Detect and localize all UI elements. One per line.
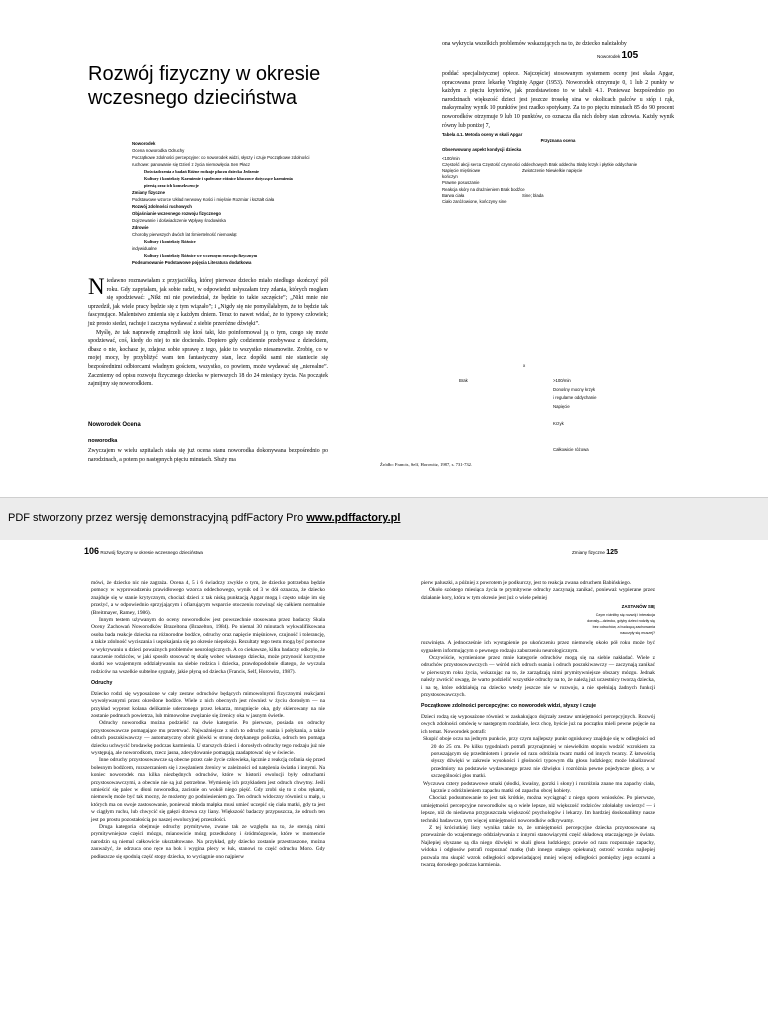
table-cell — [553, 429, 643, 438]
running-header-label: Noworodek — [597, 54, 621, 59]
table-cell: Napięcie mięśniowe — [442, 168, 481, 174]
table-cell: Reakcja skóry na drażnieniem Brak bodźce — [442, 186, 525, 192]
banner-text: PDF stworzony przez wersję demonstracyjną pdfFactory Pro — [8, 512, 307, 524]
right-column — [421, 580, 655, 869]
intro-paragraph-1: iedawno rozmawiałam z przyjaciółką, której pierwsze dziecko miało niedługo skończyć pół roku. Gdy zapytałam, jak sobie radzi, w odpowiedzi usłyszałam trzy zdania, których mogłam się spodziewać: „Nikt mi nie powiedział, że będzie to takie szczęście”; „Nikt mnie nie uprzedził, jak wiele pracy będzie się z tym wiązało”; i „Nigdy się nie pomyślałabym, że to będzie tak fascynujące. Malentstwo zmienia się z każdym dniem. Teraz to nawet widać, że to typowy człowiek; już prosto siedzi, rachuje i zaczyna wydawać z siebie przeróżne dźwięki”. — [88, 278, 328, 327]
body-paragraph: Zwyczajem w wielu szpitalach stała się już ocena stanu noworodka dokonywana bezpośrednio po narodzinach, a potem po następnych pięciu minutach. Służy ma — [88, 448, 328, 463]
outline-item: Początkowe zdolności percepcyjne: co noworodek widzi, słyszy i czuje Początkowe zdolności — [132, 155, 310, 160]
table-cell: <100/min — [442, 155, 460, 161]
outline-item: Kultury i konteksty Karmienie i społeczne różnice kluczowe dotyczące karmienia — [144, 176, 293, 181]
outline-item: Objaśnianie wczesnego rozwoju fizycznego — [132, 211, 222, 216]
paragraph: Około szóstego miesiąca życia te prymitywne odruchy zaczynają zanikać, ponieważ wypierane przez działanie kory, która w tym okresie jest już o wiele pełniej — [421, 587, 655, 601]
pdffactory-banner — [8, 512, 400, 524]
outline-item: Kultury i konteksty Różnice — [144, 239, 196, 244]
apgar-table — [442, 132, 674, 205]
table-column-b — [553, 377, 643, 454]
table-cell: Całkowicie różowa — [553, 446, 589, 452]
outline-item: Podstawowe wzorce Układ nerwowy Kości i mięśnie Rozmiar i kształt ciała — [132, 197, 275, 202]
outline-item: Kultury i konteksty Różnice we wczesnym rozwoju fizycznym — [144, 253, 258, 258]
chapter-outline — [132, 140, 332, 266]
outline-item: Dojrzewanie i doświadczenie Wpływy środowiska — [132, 218, 226, 223]
table-header-points: Przyznana ocena — [540, 138, 576, 144]
left-running-header — [84, 546, 203, 556]
paragraph: Innym testem używanym do oceny noworodków jest powszechnie stosowana przez badaczy Skala Oceny Zachowań Noworodków Brazeltona (Brazelton, 1984). Po niemal 30 minutach wykwalifikowana osoba bada reakcje dziecka na różnorodne bodźce, odruchy oraz napięcie mięśniowe, czujność i tolerancję, a także zdolność wyciszania i uspokajania się po okresie niepokoju. Rezultaty tego testu mogą być pomocne w wykrywaniu u dzieci poważnych problemów neurologicznych. A co ciekawsze, kilku badaczy odkryło, że nauczenie rodziców, w jaki sposób stosować tę skalę wobec własnego dziecka, może przynosić korzystne skutki we wzajemnym oddziaływaniu na siebie rodzica i dziecka, prawdopodobnie dlatego, że wyczula rodziców na wszelkie subtelne sygnały, jakie płyną od dziecka (Francis, Self, Horowitz, 1987). — [91, 617, 325, 675]
paragraph: Odruchy noworodka można podzielić na dwie kategorie. Po pierwsze, posiada on odruchy przystosowawcze pomagające mu przetrwać. Najważniejsze z nich to odruchy ssania i połykania, a także odruch poszukiwawczy — automatyczny obrót główki w stronę dotykanego policzka, odruch ten pomaga dziecku uchwycić brodawkę podczas karmienia. U starszych dzieci i dorosłych odruchy tego rodzaju już nie występują, ale noworodkom, rzecz jasna, zdecydowanie pomagają zaadaptować się w świecie. — [91, 720, 325, 756]
paragraph: mówi, że dziecko nic nie zagraża. Ocena 4, 5 i 6 świadczy zwykle o tym, że dziecko potrzebna będzie pomocy w wyprowadzeniu prawidłowego wzorca oddechowego, wynik od 3 w dół oznacza, że dziecko znajduje się w stanie krytycznym, chociaż dzieci z tak niską punktacją Apgar mogą i często udaje im się przeżyć, a w odpowiednio sprzyjającym i ofiarującym wsparcie otoczeniu rozwinąć się całkiem normalnie (Breitmayer, Ramey, 1986). — [91, 580, 325, 616]
table-cell: Ciało zaróżowione, kończyny sine — [442, 199, 507, 205]
right-page-number: 125 — [606, 549, 618, 556]
sidebar-line: dorosły—dziecko, gdyby dzieci rodziły się — [587, 619, 655, 624]
pdffactory-link[interactable]: www.pdffactory.pl — [306, 512, 401, 524]
sidebar-line: bez odruchów, a budzącą zachowania — [592, 625, 655, 630]
sidebar-line: Czym różniłby się rozwój i interakcja — [595, 613, 655, 618]
outline-item: piersią oraz ich konsekwencje — [144, 183, 199, 188]
outline-item: Noworodek — [132, 141, 156, 146]
table-row — [442, 199, 674, 205]
outline-item: ruchowe: panowanie się Dzień z życia niemowlęcia Sen Płacz — [132, 162, 250, 167]
table-cell — [553, 437, 643, 446]
table-cell: Brak — [459, 378, 468, 383]
outline-item: Podsumowanie Podstawowe pojęcia Literatura dodatkowa — [132, 260, 252, 265]
chapter-title: Rozwój fizyczny w okresie wczesnego dzieciństwa — [88, 63, 321, 109]
continued-text: ona wykrycia wszelkich problemów wskazujących na to, że dziecko należałoby — [442, 41, 627, 47]
table-caption: Tabela 4.1. Metoda oceny w skali Apgar — [442, 132, 523, 137]
list-item: Wyczuwa cztery podstawowe smaki (słodki, kwaśny, gorzki i słony) i rozróżnia znane mu zapachy ciała, łącznie z odróżnieniem zapachu matki od zapachu obcej kobiety. — [423, 780, 655, 794]
outline-item: indywidualne — [132, 246, 157, 251]
table-cell: Donośny mocny krzyk — [553, 386, 596, 392]
drop-cap: N — [88, 274, 105, 299]
page-number: 105 — [621, 50, 639, 61]
intro-paragraph-2: Myślę, że tak naprawdę zmądrzeli się ktoś taki, kto poinformował ją o tym, czego się może spodziewać, coś, kiedy do niej to nie docierało. Dopiero gdy codziennie przebywasz z dzieckiem, dbasz o nie, kochasz je, zdajesz sobie sprawę z tego, jakie to wszystko niesamowite. Zrobię, co w mojej mocy, by przybliżyć wam ten fantastyczny stan, lecz dopóki sami nie staniecie się bezpośrednimi odbiorcami władnym gościem, wszystko, co powiem, może wydawać się „nierealne”. Zaczniemy od opisu rozwoju fizycznego dziecka w pierwszych 18 do 24 miesiący życia. Na początek zajmijmy się noworodkiem. — [88, 329, 328, 388]
section-heading-reflexes: Odruchy — [91, 680, 113, 687]
paragraph: Chociaż podsumowanie to jest tak krótkie, można wyciągnąć z niego sporo wniosków. Po pierwsze, umiejętności percepcyjne noworodków są o wiele lepsze, niż większość rodziców zdołałaby uwierzyć — i lepsze, niż do niedawna przypuszczała większość psychologów i lekarzy. Im bardziej doskonaliłmy nasze techniki badawcze, tym więcej umiejętności noworodków odkrywamy. — [421, 795, 655, 824]
outline-item: Ocena noworodka Odruchy — [132, 148, 185, 153]
table-cell: Barwa ciała — [442, 192, 465, 198]
pdf-page-1 — [0, 0, 768, 497]
apgar-paragraph: poddać specjalistycznej opiece. Najczęściej stosowanym systemem oceny jest skala Apgar, opracowana przez lekarkę Virginię Apgar (1953). Noworodek otrzymuje 0, 1 lub 2 punkty w każdym z pięciu kryteriów, jak przedstawiono to w tabeli 4.1. Poniewaz bezpośrednio po narodzinach większość dzieci jest jeszcze trosekę sina w okolicach palców u stóp i rąk, maksymalny wynik 10 punktów jest rzadko spotykany. Za to po pięciu minutach 85 do 90 procent noworodków otrzymuje 9 lub 10 punktów, co oznacza dla nich dobry stan zdrowia. Każdy wynik równy lub poniżej 7, — [442, 71, 674, 129]
subsection-heading: noworodka — [88, 438, 118, 444]
outline-item: Rozwój zdolności ruchowych — [132, 204, 192, 209]
paragraph: Dziecko rodzi się wyposażone w cały zestaw odruchów będących mimowolnymi fizycznymi reakcjami wywoływanymi przez określone bodźce. Wiele z nich obecnych jest również w życiu dorosłym — na przykład wyprost kolana delikatnie uderzonego przez lekarza, mrugnięcie oka, gdy skierowany na nie zostanie podmuch powietrza, lub mimowolne zwężanie się źrenicy oka w jasnym świetle. — [91, 690, 325, 719]
table-cell: Napięcie — [553, 403, 570, 409]
left-column — [91, 580, 325, 861]
table-column-a — [459, 377, 468, 386]
abilities-list — [421, 736, 655, 795]
paragraph: Dzieci rodzą się wyposażone również w zaskakująco dojrzały zestaw umiejętności percepcyjnych. Rozwój owych zdolności omówię w następnym rozdziale, lecz chcę, byście już na początku mieli pewne pojęcie na ich temat. Noworodek potrafi: — [421, 713, 655, 735]
table-cell: kończyn — [442, 174, 458, 180]
table-cell: Zwiotczenie Niewielkie napięcie — [522, 168, 583, 174]
outline-item: Zmiany fizyczne — [132, 190, 165, 195]
table-cell — [553, 411, 643, 420]
sidebar-title: ZASTANÓW SIĘ — [621, 604, 655, 610]
paragraph: pierw paluszki, a później z powrotem je podkurczy, jest to reakcja zwana odruchem Babińskiego. — [421, 580, 632, 586]
outline-item: Doświadczenia z badań Różne rodzaje płaczu dziecka Jedzenie — [144, 169, 259, 174]
sidebar-text — [549, 612, 655, 636]
table-cell: Częstość akcji serca Częstość czynności oddechowych Brak oddechu Słaby krzyk i płytkie oddychanie — [442, 161, 638, 167]
paragraph: Druga kategoria obejmuje odruchy prymitywne, zwane tak ze względu na to, że sterują nimi prymitywniejsze części mózgu, mianowicie mózg przedłużony i śródmózgowie, które w momencie narodzin są niemal całkowicie ukształtowane. Na przykład, gdy dziecko zostanie przestraszone, można zauważyć, że odrzuca ono ręce na bok i wygina plecy w łuk, stanowi to część odruchu Moro. Gdy podłaszcze się spodnią część stopy dziecka, to wyciągnie ono najpierw — [91, 824, 325, 860]
table-header-aspect: Obserwowany aspekt kondycji dziecka — [442, 147, 522, 153]
table-source-note: Źródło: Francis, Self, Horowitz, 1987, s. 731-732. — [380, 462, 473, 467]
paragraph: Oczywiście, wymienione przez mnie kategorie odruchów mogą się na siebie nakładać. Wiele z odruchów przystosowawczych — wśród nich odruch ssania i odruch poszukiwawczy — zaczynają zanikać w pierwszym roku życia, wskazując na to, że zarządzają nimi prymitywniejsze obszary mózgu. Jednak należy zwrócić uwagę, że warto podzielić wszystkie odruchy na to, że należą już uczestnicy tworzą dziecka, i na tę, które oddziałują na dziecko wtedy jeszcze nie w rozwoju, a nie spełniają żadnych funkcji przystosowawczych. — [421, 655, 655, 699]
left-header-title: Rozwój fizyczny w okresie wczesnego dzieciństwa — [100, 550, 203, 555]
think-about-it-box — [549, 604, 655, 636]
right-running-header — [572, 549, 618, 556]
right-header-title: Zmiany fizyczne — [572, 550, 605, 555]
list-item: Skupić oboje oczu na jednym punkcie, przy czym najlepszy punkt ogniskowy znajduje się w odległości od 20 do 25 cm. Po kilku tygodniach potrafi przynajmniej w niewielkim stopniu wodzić wzrokiem za poruszającym się przedmiotem i prawie od razu odróżnia twarz matki od innych twarzy. Z łatwością słyszy dźwięki w zakresie wysokości i głośności typowym dla głosu ludzkiego; może lokalizować przedmioty na podstawie wydawanego przez nie dźwięku i rozróżnia pewne pojedyncze głosy, a w szczególności głos matki. — [423, 736, 655, 780]
outline-item: Choroby pierwszych dwóch lat Śmiertelność niemowląt — [132, 232, 237, 237]
table-cell: >100/min — [553, 378, 571, 383]
paragraph: Z tej króciutkiej listy wynika także to, że umiejętności percepcyjne dziecka przystosowane są przeważnie do wzajemnego oddziaływania z innymi stanowiącymi część składową otaczającego je świata. Najlepiej słyszane są dla niego dźwięki w skali głosu ludzkiego; prawie od razu rozpoznaje zapachy, widoka i odgłosów potrafi rozpoznać matkę (lub innego stałego opiekuna); ostrość wzroku najlepiej pozwala mu skupić wzrok odległości odpowiadającej mniej więcej odległości pomiędzy jego oczami a twarzą dorosłego podczas karmienia. — [421, 824, 655, 868]
paragraph: rozwinięta. A jednocześnie ich wystąpienie po ukończeniu przez niemowlę około pół roku może być sygnałem informującym o pewnego rodzaju zaburzeniu neurologicznym. — [421, 640, 655, 654]
left-page-number: 106 — [84, 546, 100, 556]
running-header — [597, 50, 638, 61]
table-cell: i regularne oddychanie — [553, 395, 597, 401]
table-cell: Sine; blada — [522, 192, 544, 198]
intro-text — [88, 274, 328, 389]
section-heading-newborn: Noworodek Ocena — [88, 422, 141, 428]
table-body — [442, 156, 674, 206]
table-cell: Prawne posuszanie — [442, 180, 480, 186]
outline-item: Zdrowie — [132, 225, 149, 230]
table-cell: Krzyk — [553, 420, 564, 426]
paragraph: Inne odruchy przystosowawcze są obecne przez całe życie człowieka, łącznie z reakcją cofania się przed bolesnym bodźcem, rozszerzaniem się i zwężaniem źrenicy w zależności od natężenia światła i innymi. Na koniec noworodek ma kilka niezbędnych odruchów, które w historii ewolucji były odruchami przystosowawczymi, a obecnie nie są już potrzebne. Wymienię ich przykładem jest odruch chwytny. Jeśli umieścić się palec w dłoni noworodka, zacisnie on wokół niego pięść. Gdy zrobi się to z obu rękami, niemowlę może być tak mocny, że możemy go podniesieniem go. Ten odruch widoczny również u małp, u których ma on swoje zastosowanie, ponieważ młoda małpka musi umieć uczepić się ciała matki, gdy ta jest w ciągłym ruchu, lub chwycić się gałęzi drzewa czy liany. Większość badaczy przypuszcza, że odruch ten jest po prostu pozostałością po naszej ewolucyjnej przeszłości. — [91, 757, 325, 823]
table-marker: x — [523, 363, 526, 368]
section-heading-perception: Początkowe zdolności percepcyjne: co noworodek widzi, słyszy i czuje — [421, 703, 596, 710]
sidebar-line: nauczyły się muszej? — [620, 631, 655, 636]
